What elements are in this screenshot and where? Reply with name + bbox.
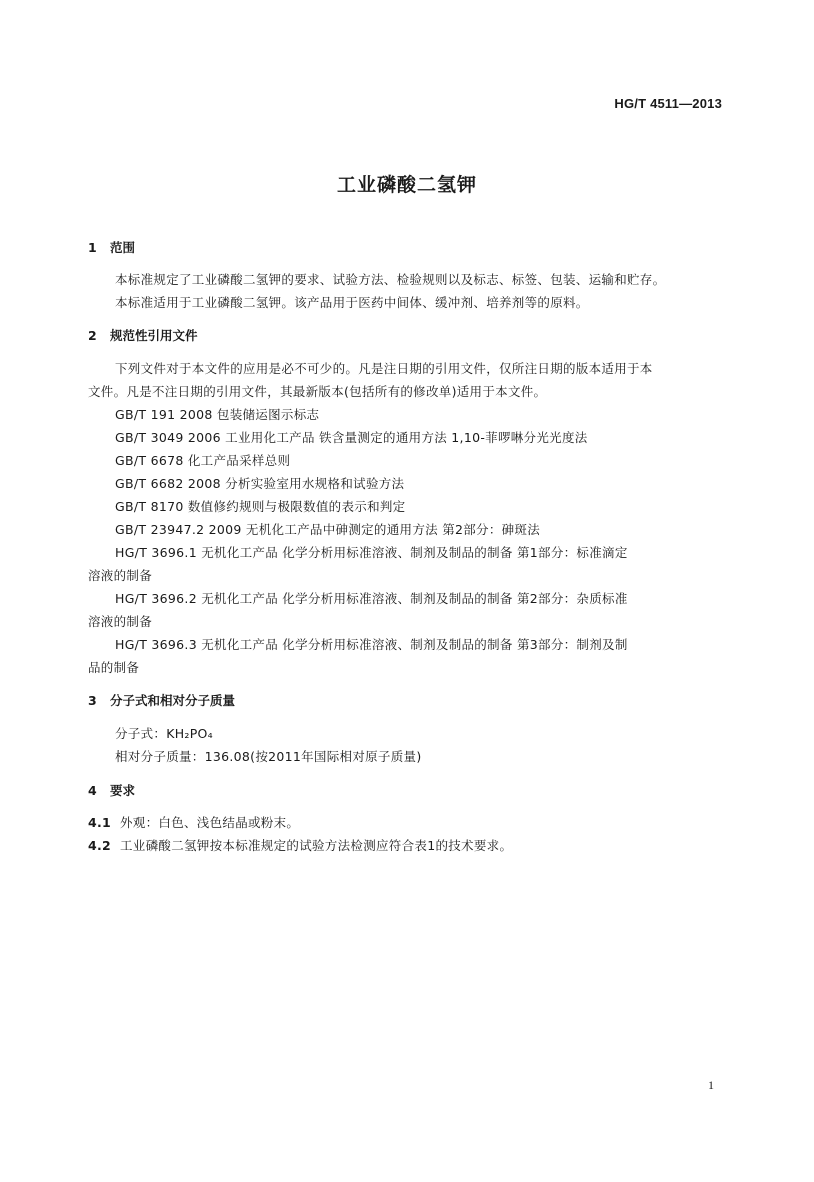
section-3-heading (88, 691, 235, 709)
section-4-heading (88, 781, 135, 799)
reference-item: GB/T 6678 化工产品采样总则 (115, 453, 291, 468)
page-number: 1 (708, 1078, 714, 1092)
reference-item-continued: 溶液的制备 (88, 568, 153, 583)
reference-item: GB/T 6682 2008 分析实验室用水规格和试验方法 (115, 476, 405, 491)
requirement-4-1 (88, 813, 299, 831)
section-2-intro-line-1: 下列文件对于本文件的应用是必不可少的。凡是注日期的引用文件，仅所注日期的版本适用于本 (115, 361, 653, 376)
reference-item: HG/T 3696.3 无机化工产品 化学分析用标准溶液、制剂及制品的制备 第3部分：制剂及制 (115, 637, 628, 652)
section-1-line-1: 本标准规定了工业磷酸二氢钾的要求、试验方法、检验规则以及标志、标签、包装、运输和贮存。 (115, 272, 666, 287)
section-title: 规范性引用文件 (110, 328, 198, 343)
section-2-intro-line-2: 文件。凡是不注日期的引用文件，其最新版本(包括所有的修改单)适用于本文件。 (88, 384, 547, 399)
reference-item: GB/T 8170 数值修约规则与极限数值的表示和判定 (115, 499, 406, 514)
reference-item-continued: 溶液的制备 (88, 614, 153, 629)
section-number: 3 (88, 693, 97, 708)
clause-text: 外观：白色、浅色结晶或粉末。 (120, 815, 300, 830)
section-title: 要求 (110, 783, 136, 798)
reference-item: HG/T 3696.2 无机化工产品 化学分析用标准溶液、制剂及制品的制备 第2部分：杂质标准 (115, 591, 628, 606)
clause-number: 4.2 (88, 838, 112, 853)
section-2-heading (88, 326, 198, 344)
section-1-heading (88, 238, 135, 256)
molecular-mass: 相对分子质量：136.08(按2011年国际相对原子质量) (115, 749, 422, 764)
section-number: 4 (88, 783, 97, 798)
document-title: 工业磷酸二氢钾 (336, 174, 477, 196)
section-1-line-2: 本标准适用于工业磷酸二氢钾。该产品用于医药中间体、缓冲剂、培养剂等的原料。 (115, 295, 589, 310)
requirement-4-2 (88, 836, 512, 854)
clause-text: 工业磷酸二氢钾按本标准规定的试验方法检测应符合表1的技术要求。 (120, 838, 513, 853)
reference-item: GB/T 3049 2006 工业用化工产品 铁含量测定的通用方法 1,10-菲啰啉分光光度法 (115, 430, 588, 445)
section-title: 分子式和相对分子质量 (110, 693, 236, 708)
reference-item: GB/T 191 2008 包装储运图示标志 (115, 407, 320, 422)
reference-item: HG/T 3696.1 无机化工产品 化学分析用标准溶液、制剂及制品的制备 第1部分：标准滴定 (115, 545, 628, 560)
standard-code: HG/T 4511—2013 (614, 96, 722, 111)
section-number: 1 (88, 240, 97, 255)
reference-item-continued: 品的制备 (88, 660, 140, 675)
clause-number: 4.1 (88, 815, 112, 830)
molecular-formula: 分子式：KH₂PO₄ (115, 726, 213, 741)
section-number: 2 (88, 328, 97, 343)
section-title: 范围 (110, 240, 136, 255)
reference-item: GB/T 23947.2 2009 无机化工产品中砷测定的通用方法 第2部分：砷斑法 (115, 522, 541, 537)
